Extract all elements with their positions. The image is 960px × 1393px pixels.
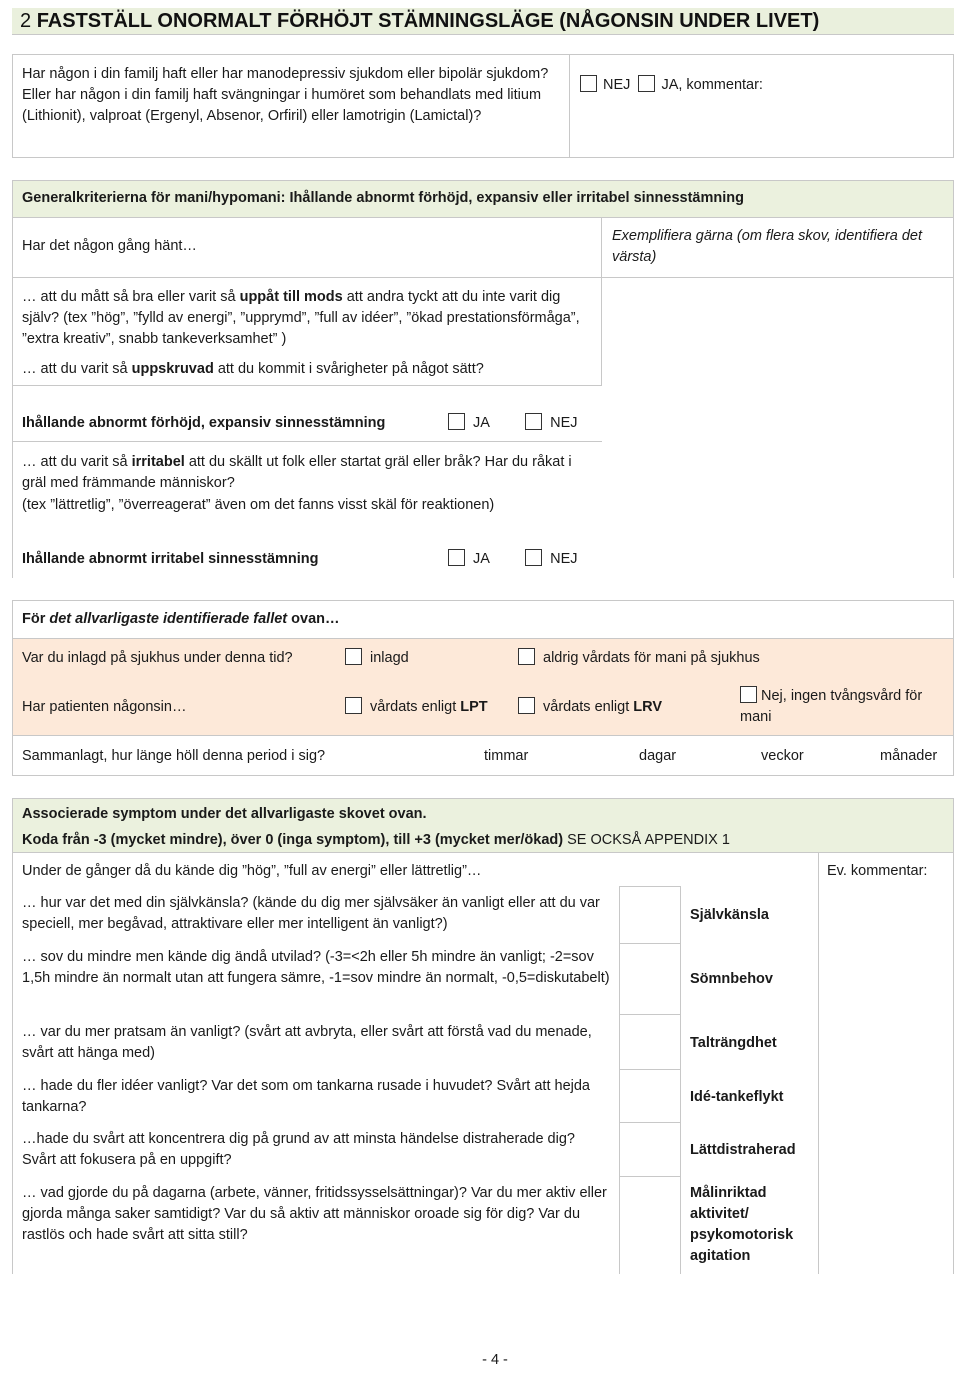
symptom-question-ide-tankeflykt: … hade du fler idéer vanligt? Var det som om tankarna rusade i huvudet? Svårt att hejda tankarna?: [22, 1078, 590, 1115]
section-number: 2: [20, 10, 32, 32]
section-title: [12, 8, 954, 34]
score-box-lattdistraherad[interactable]: [620, 1123, 680, 1176]
symptom-label-ide-tankeflykt: Idé-tankeflykt: [690, 1089, 784, 1105]
divider: [12, 441, 602, 442]
symptoms-header-title: Associerade symptom under det allvarligaste skovet ovan.: [22, 806, 427, 822]
no-forced-care-option: [740, 686, 950, 728]
section-title-text: FASTSTÄLL ONORMALT FÖRHÖJT STÄMNINGSLÄGE (NÅGONSIN UNDER LIVET): [36, 10, 820, 32]
unit-hours: timmar: [484, 748, 529, 764]
comment-label: Ev. kommentar:: [827, 863, 928, 879]
lrv-checkbox[interactable]: [518, 697, 535, 714]
divider: [12, 217, 954, 218]
expansive-label: Ihållande abnormt förhöjd, expansiv sinnesstämning: [22, 415, 386, 431]
aldrig-option: [518, 648, 760, 669]
symptom-question-sjalvkansla: … hur var det med din självkänsla? (kände du dig mer självsäker än vanligt eller att du var speciell, mer begåvad, attraktivare eller mer intelligent än vanligt?): [22, 895, 600, 932]
symptoms-header: [13, 799, 953, 852]
divider: [818, 852, 819, 1274]
score-box-sjalvkansla[interactable]: [620, 887, 680, 943]
expansive-nej-checkbox[interactable]: [525, 413, 542, 430]
lrv-option: vårdats enligt LRV: [518, 697, 662, 718]
irritable-nej-checkbox[interactable]: [525, 549, 542, 566]
family-nej-label: NEJ: [603, 77, 631, 93]
lpt-checkbox[interactable]: [345, 697, 362, 714]
score-box-ide-tankeflykt[interactable]: [620, 1070, 680, 1122]
expansive-options: [448, 413, 578, 434]
family-nej-checkbox[interactable]: [580, 75, 597, 92]
expansive-ja-checkbox[interactable]: [448, 413, 465, 430]
score-box-taltrangdhet[interactable]: [620, 1015, 680, 1069]
divider: [12, 385, 602, 386]
unit-weeks: veckor: [761, 748, 804, 764]
patient-question: Har patienten någonsin…: [22, 699, 187, 715]
family-ja-label: JA, kommentar:: [661, 77, 763, 93]
symptom-question-somnbehov: … sov du mindre men kände dig ändå utvilad? (-3=<2h eller 5h mindre än vanligt; -2=sov 1,5h mindre än normalt utan att fungera sämre, -1=sov mindre än normalt, -0,5=diskutabelt): [22, 949, 610, 986]
symptom-question-taltrangdhet: … var du mer pratsam än vanligt? (svårt att avbryta, eller svårt att förstå vad du menade, svårt att hänga med): [22, 1024, 592, 1061]
general-header: Generalkriterierna för mani/hypomani: Ihållande abnormt förhöjd, expansiv eller irritabel sinnesstämning: [13, 181, 953, 217]
inlagd-checkbox[interactable]: [345, 648, 362, 665]
no-forced-care-checkbox[interactable]: [740, 686, 757, 703]
worst-header: För det allvarligaste identifierade fallet ovan…: [22, 611, 340, 627]
hospital-question: Var du inlagd på sjukhus under denna tid?: [22, 650, 293, 666]
symptom-label-somnbehov: Sömnbehov: [690, 971, 773, 987]
family-ja-checkbox[interactable]: [638, 75, 655, 92]
aldrig-label: aldrig vårdats för mani på sjukhus: [543, 650, 760, 666]
symptom-label-lattdistraherad: Lättdistraherad: [690, 1142, 796, 1158]
page-number: - 4 -: [482, 1352, 508, 1368]
question-wound-up: … att du varit så uppskruvad att du kommit i svårigheter på något sätt?: [22, 361, 484, 377]
lpt-option: vårdats enligt LPT: [345, 697, 488, 718]
irritable-ja-checkbox[interactable]: [448, 549, 465, 566]
expansive-ja-label: JA: [473, 415, 490, 431]
divider: [569, 54, 570, 158]
irritable-options: [448, 549, 578, 570]
divider: [680, 886, 681, 1274]
exemplify-note: Exemplifiera gärna (om flera skov, identifiera det värsta): [612, 228, 923, 265]
symptom-label-sjalvkansla: Självkänsla: [690, 907, 769, 923]
inlagd-option: [345, 648, 409, 669]
question-elevated: … att du mått så bra eller varit så uppåt till mods att andra tyckt att du inte varit dig själv? (tex ”hög”, ”fylld av energi”, ”upprymd”, ”full av idéer”, ”ökad prestationsförmåga”, ”extra kreativ”, snabb tankeverksamhet” ): [22, 289, 580, 347]
divider: [601, 217, 602, 277]
irritable-ja-label: JA: [473, 551, 490, 567]
question-irritable-example: (tex ”lättretlig”, ”överreagerat” även om det fanns visst skäl för reaktionen): [22, 497, 495, 513]
symptom-question-lattdistraherad: …hade du svårt att koncentrera dig på grund av att minsta händelse distraherade dig? Svårt att fokusera på en uppgift?: [22, 1131, 575, 1168]
divider: [12, 34, 954, 35]
unit-months: månader: [880, 748, 938, 764]
family-question: Har någon i din familj haft eller har manodepressiv sjukdom eller bipolär sjukdom? Eller har någon i din familj haft svängningar i humöret som behandlats med litium (Lithionit), valproat (Ergenyl, Absenor, Orfiril) eller lamotrigin (Lamictal)?: [22, 66, 549, 124]
symptom-question-malinriktad: … vad gjorde du på dagarna (arbete, vänner, fritidssysselsättningar)? Var du mer aktiv eller gjorda många saker samtidigt? Var du så aktiv att människor oroade sig för dig? Var du rastlös och hade svårt att sitta still?: [22, 1185, 607, 1243]
duration-question: Sammanlagt, hur länge höll denna period i sig?: [22, 748, 326, 764]
expansive-nej-label: NEJ: [550, 415, 578, 431]
divider: [601, 277, 602, 385]
unit-days: dagar: [639, 748, 677, 764]
symptom-label-taltrangdhet: Talträngdhet: [690, 1035, 777, 1051]
divider: [12, 735, 954, 736]
score-box-somnbehov[interactable]: [620, 944, 680, 1014]
irritable-nej-label: NEJ: [550, 551, 578, 567]
score-box-malinriktad[interactable]: [620, 1177, 680, 1274]
symptoms-header-coding: Koda från -3 (mycket mindre), över 0 (inga symptom), till +3 (mycket mer/ökad) SE OCKSÅ APPENDIX 1: [22, 832, 730, 848]
symptom-label-malinriktad: Målinriktad aktivitet/ psykomotorisk agitation: [690, 1185, 794, 1264]
symptoms-intro: Under de gånger då du kände dig ”hög”, ”full av energi” eller lättretlig”…: [22, 863, 482, 879]
divider: [12, 852, 954, 853]
divider: [12, 277, 954, 278]
has-happened-label: Har det någon gång hänt…: [22, 238, 197, 254]
inlagd-label: inlagd: [370, 650, 409, 666]
aldrig-checkbox[interactable]: [518, 648, 535, 665]
question-irritable: … att du varit så irritabel att du skällt ut folk eller startat gräl eller bråk? Har du råkat i gräl med främmande människor?: [22, 454, 572, 491]
family-options: [580, 75, 763, 96]
irritable-label: Ihållande abnormt irritabel sinnesstämning: [22, 551, 319, 567]
no-forced-care-label: Nej, ingen tvångsvård för mani: [740, 688, 923, 725]
